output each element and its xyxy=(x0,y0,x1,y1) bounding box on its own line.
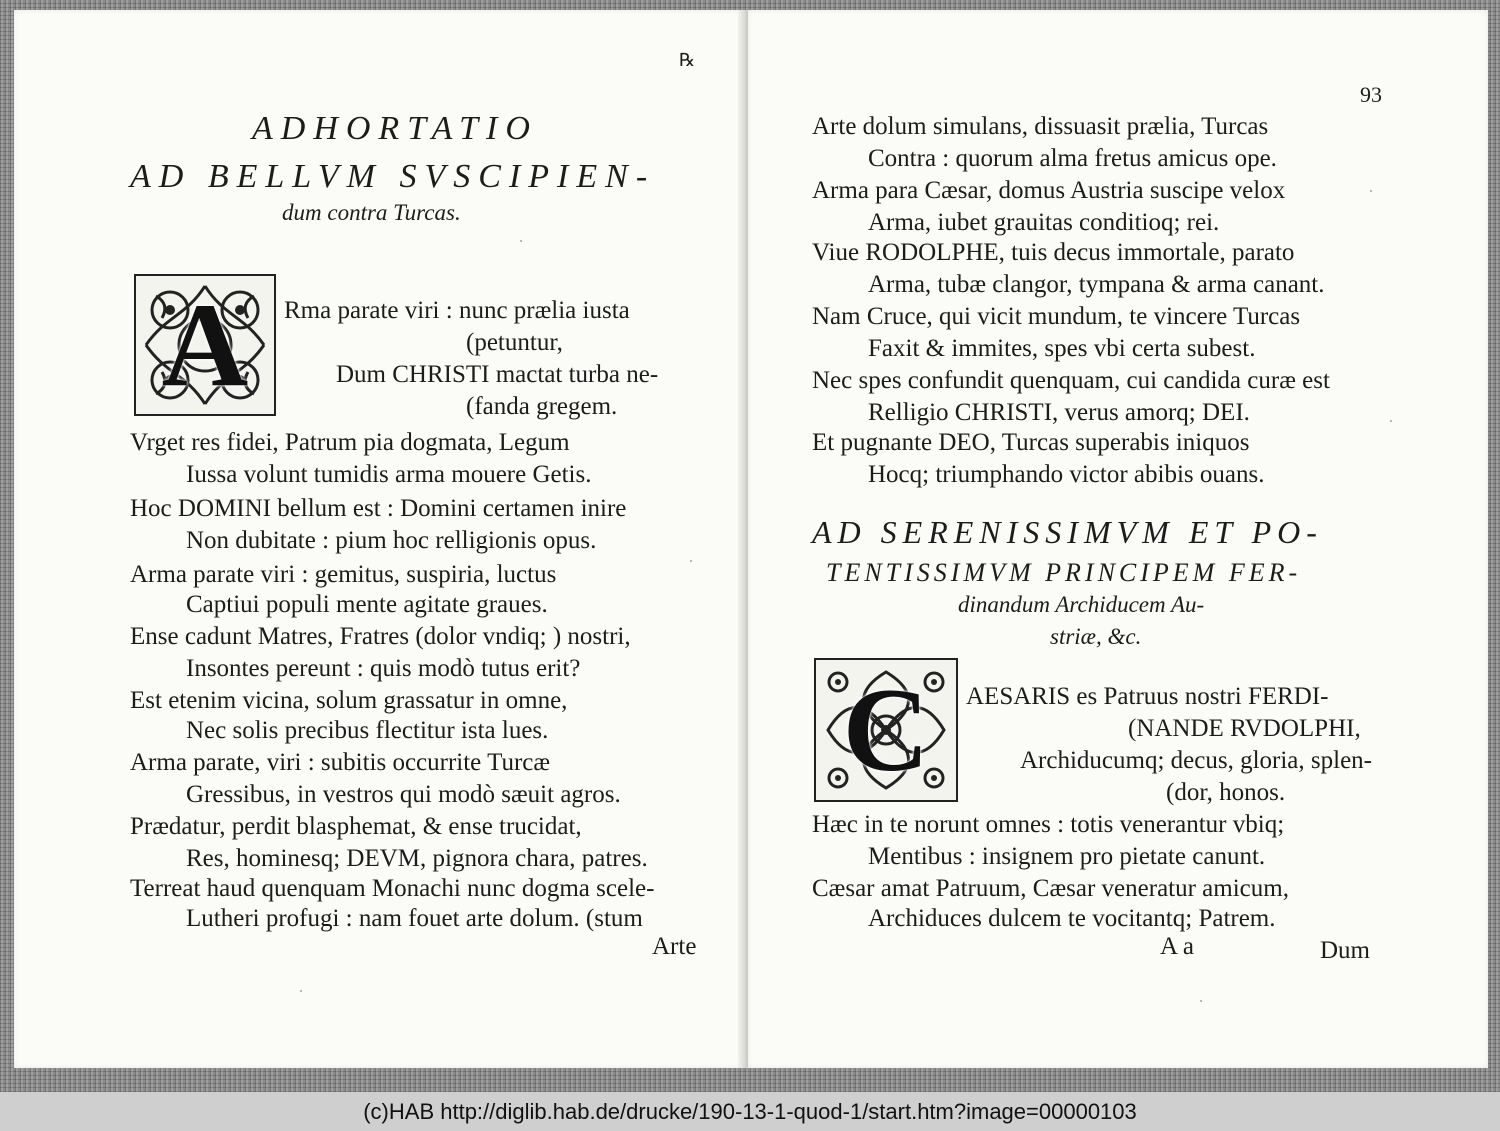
poem-line: Hoc DOMINI bellum est : Domini certamen inire xyxy=(130,495,627,522)
poem-line: (petuntur, xyxy=(466,329,563,356)
poem-line: Insontes pereunt : quis modò tutus erit? xyxy=(186,655,581,682)
poem-line: Ense cadunt Matres, Fratres (dolor vndiq; ) nostri, xyxy=(130,623,631,650)
poem-line: Captiui populi mente agitate graues. xyxy=(186,591,548,618)
right-title-line1: AD SERENISSIMVM ET PO- xyxy=(812,514,1323,550)
left-title-line2: AD BELLVM SVSCIPIEN- xyxy=(130,158,656,195)
poem-line: Faxit & immites, spes vbi certa subest. xyxy=(868,335,1256,362)
scan-speck xyxy=(1390,420,1392,422)
catchword: Dum xyxy=(1320,937,1370,964)
poem-line: Contra : quorum alma fretus amicus ope. xyxy=(868,145,1277,172)
poem-line: Est etenim vicina, solum grassatur in omne, xyxy=(130,687,568,714)
poem-line: (fanda gregem. xyxy=(466,393,618,420)
poem-line: Nam Cruce, qui vicit mundum, te vincere Turcas xyxy=(812,303,1301,330)
poem-line: Cæsar amat Patruum, Cæsar veneratur amicum, xyxy=(812,875,1289,902)
catchword: Arte xyxy=(652,933,697,960)
scan-speck xyxy=(1200,1000,1202,1002)
poem-line: Lutheri profugi : nam fouet arte dolum. (stum xyxy=(186,905,643,932)
poem-line: Hæc in te norunt omnes : totis venerantur vbiq; xyxy=(812,811,1285,838)
poem-line: Dum CHRISTI mactat turba ne- xyxy=(336,361,659,388)
poem-line: Gressibus, in vestros qui modò sæuit agros. xyxy=(186,781,621,808)
poem-line: Archiduces dulcem te vocitantq; Patrem. xyxy=(868,905,1276,932)
poem-line: Viue RODOLPHE, tuis decus immortale, parato xyxy=(812,239,1295,266)
poem-line: Arma parate viri : gemitus, suspiria, luctus xyxy=(130,561,557,588)
poem-line: Mentibus : insignem pro pietate canunt. xyxy=(868,843,1266,870)
signature-mark: A a xyxy=(1160,933,1195,960)
poem-line: Et pugnante DEO, Turcas superabis iniquos xyxy=(812,429,1250,456)
decorated-initial-a xyxy=(134,274,276,416)
scan-speck xyxy=(1370,190,1372,192)
left-page xyxy=(14,10,744,1068)
poem-line: (NANDE RVDOLPHI, xyxy=(1128,715,1361,742)
right-title-line3: dinandum Archiducem Au- xyxy=(958,592,1205,617)
page-number: 93 xyxy=(1360,82,1382,107)
poem-line: Prædatur, perdit blasphemat, & ense trucidat, xyxy=(130,813,582,840)
left-title-line3: dum contra Turcas. xyxy=(282,200,461,225)
poem-line: Terreat haud quenquam Monachi nunc dogma scele- xyxy=(130,875,655,902)
right-title-line4: striæ, &c. xyxy=(1050,624,1142,649)
poem-line: Nec solis precibus flectitur ista lues. xyxy=(186,717,549,744)
poem-line: Res, hominesq; DEVM, pignora chara, patres. xyxy=(186,845,648,872)
scan-speck xyxy=(520,240,522,242)
poem-line: Non dubitate : pium hoc relligionis opus. xyxy=(186,527,597,554)
poem-line: Nec spes confundit quenquam, cui candida curæ est xyxy=(812,367,1330,394)
poem-line: Arma, tubæ clangor, tympana & arma canant. xyxy=(868,271,1325,298)
poem-line: Arte dolum simulans, dissuasit prælia, Turcas xyxy=(812,113,1269,140)
poem-line: Relligio CHRISTI, verus amorq; DEI. xyxy=(868,399,1250,426)
scan-speck xyxy=(300,990,302,992)
poem-line: Archiducumq; decus, gloria, splen- xyxy=(1020,747,1372,774)
poem-line: Arma para Cæsar, domus Austria suscipe velox xyxy=(812,177,1286,204)
poem-line: Arma, iubet grauitas conditioq; rei. xyxy=(868,209,1220,236)
poem-line: Hocq; triumphando victor abibis ouans. xyxy=(868,461,1265,488)
poem-line: Arma parate, viri : subitis occurrite Turcæ xyxy=(130,749,551,776)
scan-speck xyxy=(690,560,692,562)
left-title-line1: ADHORTATIO xyxy=(252,110,538,147)
header-mark: ℞ xyxy=(679,50,696,70)
right-page xyxy=(748,10,1488,1068)
right-title-line2: TENTISSIMVM PRINCIPEM FER- xyxy=(826,558,1302,587)
poem-line: Vrget res fidei, Patrum pia dogmata, Legum xyxy=(130,429,570,456)
poem-line: (dor, honos. xyxy=(1166,779,1286,806)
poem-line: Iussa volunt tumidis arma mouere Getis. xyxy=(186,461,592,488)
copyright-credit: (c)HAB http://diglib.hab.de/drucke/190-13-1-quod-1/start.htm?image=00000103 xyxy=(363,1098,1137,1124)
poem-line: Rma parate viri : nunc prælia iusta xyxy=(284,297,630,324)
poem-line: AESARIS es Patruus nostri FERDI- xyxy=(966,683,1329,710)
decorated-initial-c xyxy=(814,658,958,802)
initial-letter-a: A xyxy=(161,278,249,411)
footer-bar xyxy=(0,1092,1500,1131)
initial-letter-c: C xyxy=(842,663,930,796)
